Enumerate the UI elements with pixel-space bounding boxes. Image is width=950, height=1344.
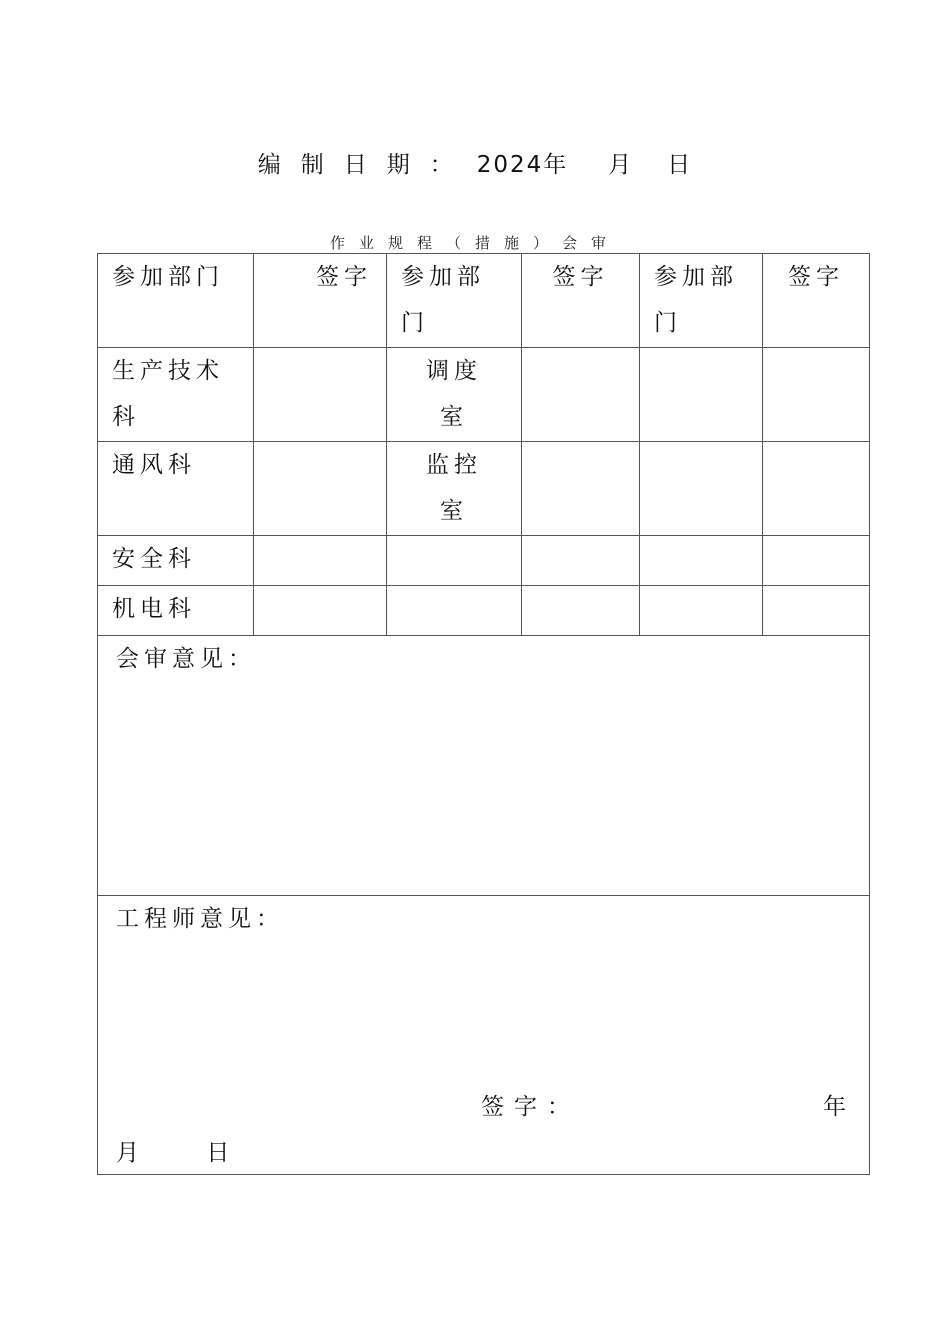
sign-cell[interactable] (522, 586, 640, 636)
compile-date-label: 编制日期： (257, 152, 473, 178)
signature-date (116, 1130, 234, 1176)
sign-cell[interactable] (254, 348, 387, 442)
compile-date-line (0, 146, 950, 179)
dept-cell (387, 586, 522, 636)
compile-date-month: 月 (608, 152, 634, 178)
dept-cell (640, 348, 763, 442)
dept-cell: 调度室 (387, 348, 522, 442)
engineer-opinion-cell[interactable] (98, 896, 870, 1175)
sign-cell[interactable] (254, 536, 387, 586)
signature-year: 年 (823, 1094, 851, 1120)
signature-label: 签字： (481, 1094, 580, 1120)
table-row (98, 536, 870, 586)
signature-line (116, 1084, 851, 1130)
sign-cell[interactable] (522, 536, 640, 586)
header-dept-1: 参加部门 (98, 254, 254, 348)
sign-cell[interactable] (763, 586, 870, 636)
review-table (97, 253, 870, 1175)
sign-cell[interactable] (763, 442, 870, 536)
table-row (98, 348, 870, 442)
dept-cell (387, 536, 522, 586)
sign-cell[interactable] (254, 442, 387, 536)
form-subtitle: 作业规程（措施）会审 (329, 234, 620, 252)
sign-cell[interactable] (763, 536, 870, 586)
compile-date-year: 2024年 (476, 152, 569, 178)
sign-cell[interactable] (254, 586, 387, 636)
review-opinion-label: 会审意见： (116, 646, 256, 672)
table-header-row (98, 254, 870, 348)
review-opinion-row (98, 636, 870, 896)
dept-cell (640, 442, 763, 536)
dept-cell (640, 586, 763, 636)
compile-date-day: 日 (667, 152, 693, 178)
dept-cell: 监控室 (387, 442, 522, 536)
sign-cell[interactable] (522, 442, 640, 536)
table-row (98, 586, 870, 636)
header-sign-3: 签字 (763, 254, 870, 348)
header-dept-2: 参加部门 (387, 254, 522, 348)
table-row (98, 442, 870, 536)
sign-cell[interactable] (763, 348, 870, 442)
dept-cell: 安全科 (98, 536, 254, 586)
dept-cell: 通风科 (98, 442, 254, 536)
signature-day: 日 (206, 1140, 235, 1166)
dept-cell (640, 536, 763, 586)
engineer-opinion-label: 工程师意见： (116, 906, 284, 932)
dept-cell: 机电科 (98, 586, 254, 636)
sign-cell[interactable] (522, 348, 640, 442)
header-sign-1: 签字 (254, 254, 387, 348)
dept-cell: 生产技术科 (98, 348, 254, 442)
header-dept-3: 参加部门 (640, 254, 763, 348)
engineer-opinion-row (98, 896, 870, 1175)
signature-month: 月 (116, 1140, 144, 1166)
header-sign-2: 签字 (522, 254, 640, 348)
review-opinion-cell[interactable] (98, 636, 870, 896)
